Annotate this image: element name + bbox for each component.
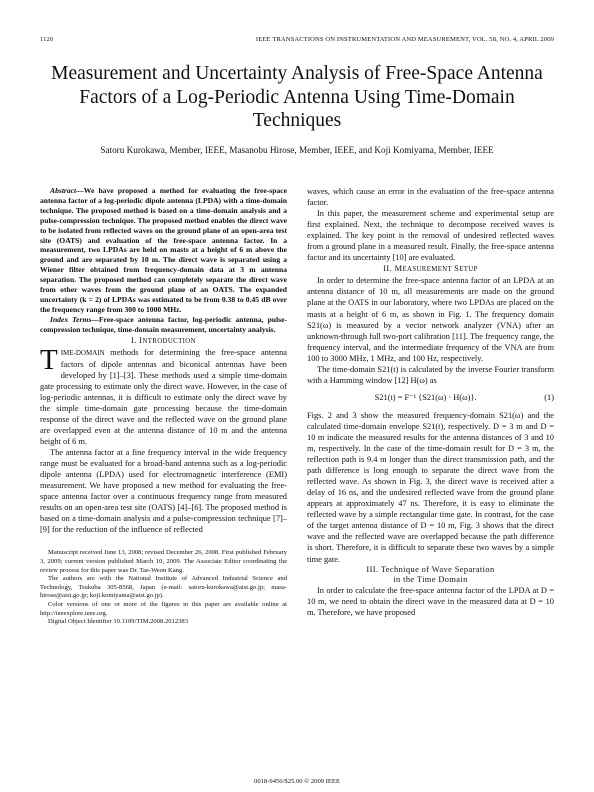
abstract-text: We have proposed a method for evaluating the free-space antenna factor of a log-periodic dipole antenna (LPDA) with a time-domain technique. The proposed method is based on a time-domain analysis and a pulse-compression technique. The proposed method enables the direct wave to be isolated from reflected waves on the ground plane of an open-area test site (OATS) and evaluation of the free-space antenna factor. In a measurement, two LPDAs are held on masts at a height of 6 m above the ground and are separated by 10 m. The direct wave is separated using a Wiener filter obtained from frequency-domain data at 3 m antenna separation. The proposed method can completely separate the direct wave from other waves from the ground plane of an OATS. The expanded uncertainty (k = 2) of LPDAs was estimated to be from 0.38 to 0.45 dB over the frequency range from 300 to 1000 MHz. [40, 186, 287, 314]
section-heading-setup: II. MEASUREMENT SETUP [383, 264, 478, 274]
separation-paragraph-1: In order to calculate the free-space antenna factor of the LPDA at D = 10 m, we need to obtain the direct wave in the measured data at D = 10 m. Therefore, we have proposed [307, 585, 554, 617]
abstract [40, 186, 287, 315]
left-column [40, 186, 287, 627]
copyright-footer: 0018-9456/$25.00 © 2009 IEEE [254, 778, 340, 785]
right-paragraph-1: waves, which cause an error in the evaluation of the free-space antenna factor. [307, 187, 554, 208]
equation-number: (1) [544, 392, 554, 402]
intro-paragraph-1: TIME-DOMAIN methods for determining the free-space antenna factors of dipole antennas and biconical antennas have been developed by [1]–[3]. These methods used a simple time-domain gate processing to estimate only the direct wave. However, in the case of log-periodic antennas, it is difficult to estimate only the direct wave by the simple time-domain gate processing because the time-domain response of the direct wave and the reflected wave on the ground plane are overlapped even at the antenna distance of 10 m and the antenna height of 6 m. [40, 343, 287, 447]
setup-paragraph-2: The time-domain S21(t) is calculated by the inverse Fourier transform with a Hamming window [12] H(ω) as [307, 364, 554, 385]
paper-title: Measurement and Uncertainty Analysis of Free-Space Antenna Factors of a Log-Periodic Antenna Using Time-Domain Techniques [51, 63, 543, 131]
equation-1 [307, 392, 554, 403]
running-header: IEEE TRANSACTIONS ON INSTRUMENTATION AND MEASUREMENT, VOL. 58, NO. 4, APRIL 2009 [255, 36, 554, 43]
footnote-manuscript: Manuscript received June 13, 2008; revised December 26, 2008. First published February 3, 2009; current version published March 10, 2009. The Associate Editor coordinating the review process for this paper was Dr. Tae-Weon Kang. [40, 549, 287, 574]
intro-paragraph-2: The antenna factor at a fine frequency interval in the wide frequency range must be evaluated for a broad-band antenna such as a log-periodic dipole antenna (LPDA) used for electromagnetic interference (EMI) measurement. We have proposed a new method for evaluating the free-space antenna factor over a continuous frequency range from measured results on an open-area test site (OATS) [4]–[6]. The proposed method is based on a time-domain analysis and a pulse-compression technique [7]–[9] for the reduction of the influence of reflected [40, 448, 287, 535]
right-paragraph-2: In this paper, the measurement scheme and experimental setup are first explained. Next, the technique to decompose received waves is explained. The key point is the removal of undesired reflected waves from a ground plane in a measured result. Finally, the free-space antenna factor and its uncertainty [10] are evaluated. [307, 209, 554, 263]
section-heading-introduction: I. INTRODUCTION [131, 335, 196, 345]
page-number: 1120 [40, 36, 54, 43]
footnote-color: Color versions of one or more of the figures in this paper are available online at http://ieeexplore.ieee.org. [40, 601, 287, 617]
footnote-doi: Digital Object Identifier 10.1109/TIM.2008.2012383 [48, 618, 189, 626]
footnote-affiliation: The authors are with the National Institute of Advanced Industrial Science and Technology, Tsukuba 305-8568, Japan (e-mail: satoru-kurokawa@aist.go.jp; masa-hirose@aist.go.jp; koji.komiyama@aist.go.jp). [40, 575, 287, 600]
setup-paragraph-3: Figs. 2 and 3 show the measured frequency-domain S21(ω) and the calculated time-domain envelope S21(t), respectively. D = 3 m and D = 10 m indicate the measured results for the antenna distances of 3 and 10 m, respectively. In the case of the time-domain result for D = 3 m, the reflection path is 9.4 m longer than the direct transmission path, and the path difference is long enough to separate the direct wave from the reflected wave. As shown in Fig. 3, the direct wave is received after a delay of 16 ns, and the undesired reflected wave from the ground plane appears at approximately 47 ns. Therefore, it is easy to eliminate the reflected wave by a simple rectangular time gate. In contrast, for the case of the target antenna distance of D = 10 m, Fig. 3 shows that the direct wave and the reflected wave are overlapped because the path difference is short. Therefore, it is difficult to separate these two waves by a simple time gate. [307, 410, 554, 564]
index-terms-label: Index Terms— [50, 314, 99, 324]
index-terms-text: Free-space antenna factor, log-periodic antenna, pulse-compression technique, time-domain measurement, uncertainty analysis. [40, 314, 287, 334]
equation-body: S21(t) = F⁻¹ {S21(ω) · H(ω)}. [374, 392, 477, 402]
section-heading-separation: III. Technique of Wave Separation in the Time Domain [366, 564, 495, 584]
right-column [307, 186, 554, 618]
dropcap: T [40, 343, 58, 376]
footnotes [40, 549, 287, 626]
abstract-label: Abstract— [50, 186, 84, 195]
setup-paragraph-1: In order to determine the free-space antenna factor of an LPDA at an antenna distance of 10 m, all measurements are made on the ground plane at the OATS in our laboratory, where two LPDAs are placed on the masts at a height of 6 m, as shown in Fig. 1. The frequency domain S21(ω) is measured by a vector network analyzer (VNA) after an unknown-through full two-port calibration [11]. The frequency range, the frequency interval, and the intermediate frequency of the VNA are from 100 to 3000 MHz, 1 MHz, and 100 Hz, respectively. [307, 276, 554, 363]
author-line: Satoru Kurokawa, Member, IEEE, Masanobu Hirose, Member, IEEE, and Koji Komiyama, Member, IEEE [100, 145, 494, 155]
index-terms [40, 315, 287, 335]
